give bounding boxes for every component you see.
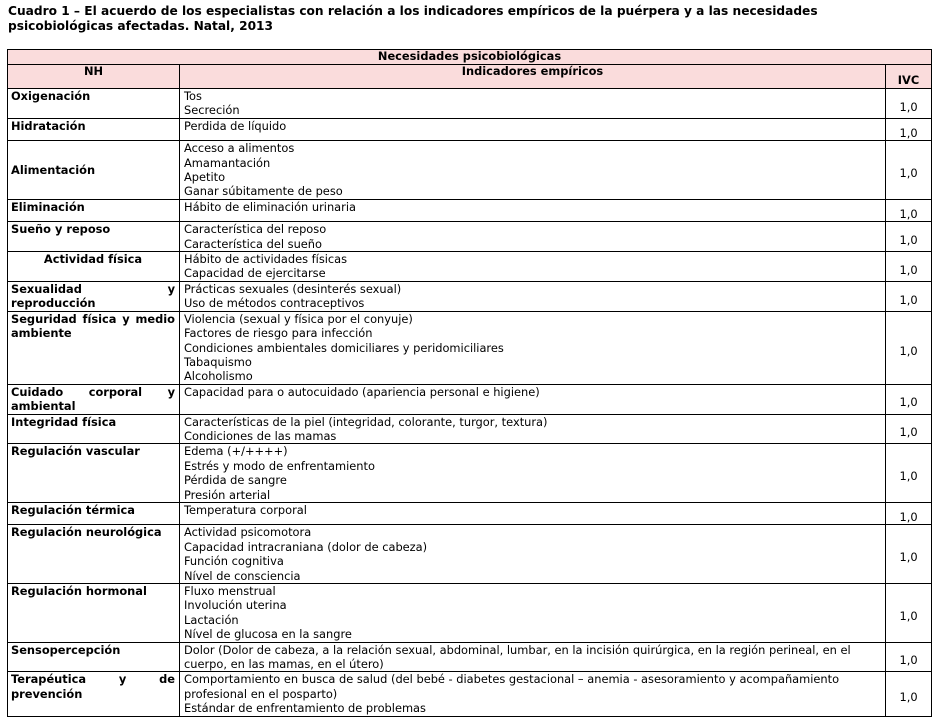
cell-nh: Terapéutica y de prevención: [8, 672, 180, 716]
indicador-item: Hábito de eliminación urinaria: [184, 199, 356, 214]
indicador-item: Tabaquismo: [184, 354, 252, 369]
cell-nh: Alimentación: [8, 141, 180, 200]
cell-indicadores: [180, 672, 886, 716]
indicador-item: Pérdida de sangre: [184, 473, 287, 488]
cell-ivc: 1,0: [886, 384, 932, 414]
indicador-item: Tos: [184, 89, 202, 103]
cell-indicadores: [180, 444, 886, 503]
column-header-indicadores: Indicadores empíricos: [180, 65, 886, 89]
cell-ivc: 1,0: [886, 252, 932, 282]
cell-nh: Regulación vascular: [8, 444, 180, 503]
cell-ivc: 1,0: [886, 502, 932, 524]
table-caption: Cuadro 1 – El acuerdo de los especialistas con relación a los indicadores empíricos de la puérpera y a las necesidades psicobiológicas afectadas. Natal, 2013: [8, 4, 818, 33]
cell-ivc: 1,0: [886, 642, 932, 672]
cell-nh: Sexualidad y reproducción: [8, 281, 180, 311]
table-row: [8, 281, 932, 311]
indicador-item: Condiciones ambientales domiciliares y peridomiciliares: [184, 340, 504, 355]
cell-indicadores: [180, 281, 886, 311]
cell-indicadores: [180, 525, 886, 584]
table-row: [8, 444, 932, 503]
cell-nh: Sensopercepción: [8, 642, 180, 672]
cell-ivc: 1,0: [886, 584, 932, 643]
cell-nh: Regulación hormonal: [8, 584, 180, 643]
indicador-item: Edema (+/++++): [184, 444, 288, 459]
cell-indicadores: [180, 502, 886, 524]
table-row: [8, 584, 932, 643]
cell-indicadores: [180, 414, 886, 444]
indicador-item: Característica del reposo: [184, 222, 327, 237]
indicador-item: Característica del sueño: [184, 236, 322, 251]
cell-nh: Integridad física: [8, 414, 180, 444]
indicador-item: Prácticas sexuales (desinterés sexual): [184, 281, 402, 296]
cell-ivc: 1,0: [886, 281, 932, 311]
table-row: [8, 525, 932, 584]
table-row: [8, 222, 932, 252]
indicador-item: Función cognitiva: [184, 554, 284, 569]
indicador-item: Acceso a alimentos: [184, 141, 295, 156]
indicador-item: Nível de consciencia: [184, 568, 301, 583]
table-row: [8, 141, 932, 200]
cell-nh: Hidratación: [8, 118, 180, 140]
indicador-item: Capacidad de ejercitarse: [184, 266, 326, 281]
cell-nh: Regulación térmica: [8, 502, 180, 524]
cell-indicadores: [180, 89, 886, 119]
indicador-item: Capacidad para o autocuidado (apariencia personal e higiene): [184, 384, 540, 399]
cell-ivc: 1,0: [886, 414, 932, 444]
indicador-item: Secreción: [184, 103, 240, 118]
indicador-item: Apetito: [184, 170, 226, 185]
column-header-nh: NH: [8, 65, 180, 89]
indicador-item: Perdida de líquido: [184, 118, 287, 133]
cell-indicadores: [180, 252, 886, 282]
cell-indicadores: [180, 141, 886, 200]
indicador-item: Estrés y modo de enfrentamiento: [184, 458, 375, 473]
table-row: [8, 311, 932, 384]
cell-nh: Regulación neurológica: [8, 525, 180, 584]
indicador-item: Ganar súbitamente de peso: [184, 184, 343, 199]
table-row: [8, 502, 932, 524]
table-row: [8, 414, 932, 444]
indicador-item: Factores de riesgo para infección: [184, 326, 373, 341]
table-row: [8, 384, 932, 414]
cell-nh: Eliminación: [8, 199, 180, 221]
indicador-item: Lactación: [184, 612, 239, 627]
indicador-item: Dolor (Dolor de cabeza, a la relación sexual, abdominal, lumbar, en la incisión quirúrgica, en la región perineal, en el cuerpo, en las mamas, en el útero): [184, 642, 851, 672]
indicador-item: Capacidad intracraniana (dolor de cabeza): [184, 539, 428, 554]
cell-nh: Cuidado corporal y ambiental: [8, 384, 180, 414]
indicador-item: Involución uterina: [184, 598, 287, 613]
cell-indicadores: [180, 199, 886, 221]
cell-indicadores: [180, 311, 886, 384]
psychobiological-needs-table: [7, 49, 932, 717]
table-row: [8, 199, 932, 221]
indicador-item: Presión arterial: [184, 487, 271, 502]
table-row: [8, 89, 932, 119]
cell-ivc: 1,0: [886, 141, 932, 200]
indicador-item: Condiciones de las mamas: [184, 428, 337, 443]
indicador-item: Amamantación: [184, 155, 271, 170]
cell-nh: Actividad física: [8, 252, 180, 282]
indicador-item: Comportamiento en busca de salud (del bebé - diabetes gestacional – anemia - asesoramiento y acompañamiento profesional en el posparto): [184, 672, 840, 701]
cell-nh: Seguridad física y medio ambiente: [8, 311, 180, 384]
indicador-item: Hábito de actividades físicas: [184, 252, 348, 267]
cell-indicadores: [180, 584, 886, 643]
indicador-item: Características de la piel (integridad, colorante, turgor, textura): [184, 414, 548, 429]
cell-indicadores: [180, 384, 886, 414]
table-row: [8, 672, 932, 716]
cell-indicadores: [180, 642, 886, 672]
cell-ivc: 1,0: [886, 311, 932, 384]
cell-ivc: 1,0: [886, 222, 932, 252]
cell-ivc: 1,0: [886, 199, 932, 221]
cell-ivc: 1,0: [886, 118, 932, 140]
indicador-item: Fluxo menstrual: [184, 584, 276, 598]
indicador-item: Temperatura corporal: [184, 502, 307, 517]
indicador-item: Estándar de enfrentamiento de problemas: [184, 701, 426, 716]
cell-ivc: 1,0: [886, 89, 932, 119]
table-row: [8, 118, 932, 140]
indicador-item: Alcoholismo: [184, 369, 253, 384]
indicador-item: Nível de glucosa en la sangre: [184, 627, 352, 642]
cell-nh: Oxigenación: [8, 89, 180, 119]
cell-indicadores: [180, 118, 886, 140]
column-header-ivc: IVC: [886, 65, 932, 89]
cell-ivc: 1,0: [886, 444, 932, 503]
table-row: [8, 252, 932, 282]
cell-ivc: 1,0: [886, 525, 932, 584]
cell-indicadores: [180, 222, 886, 252]
cell-nh: Sueño y reposo: [8, 222, 180, 252]
indicador-item: Violencia (sexual y física por el conyuje): [184, 311, 413, 326]
group-header: Necesidades psicobiológicas: [8, 50, 932, 65]
indicador-item: Uso de métodos contraceptivos: [184, 296, 365, 311]
indicador-item: Actividad psicomotora: [184, 525, 312, 540]
table-row: [8, 642, 932, 672]
cell-ivc: 1,0: [886, 672, 932, 716]
